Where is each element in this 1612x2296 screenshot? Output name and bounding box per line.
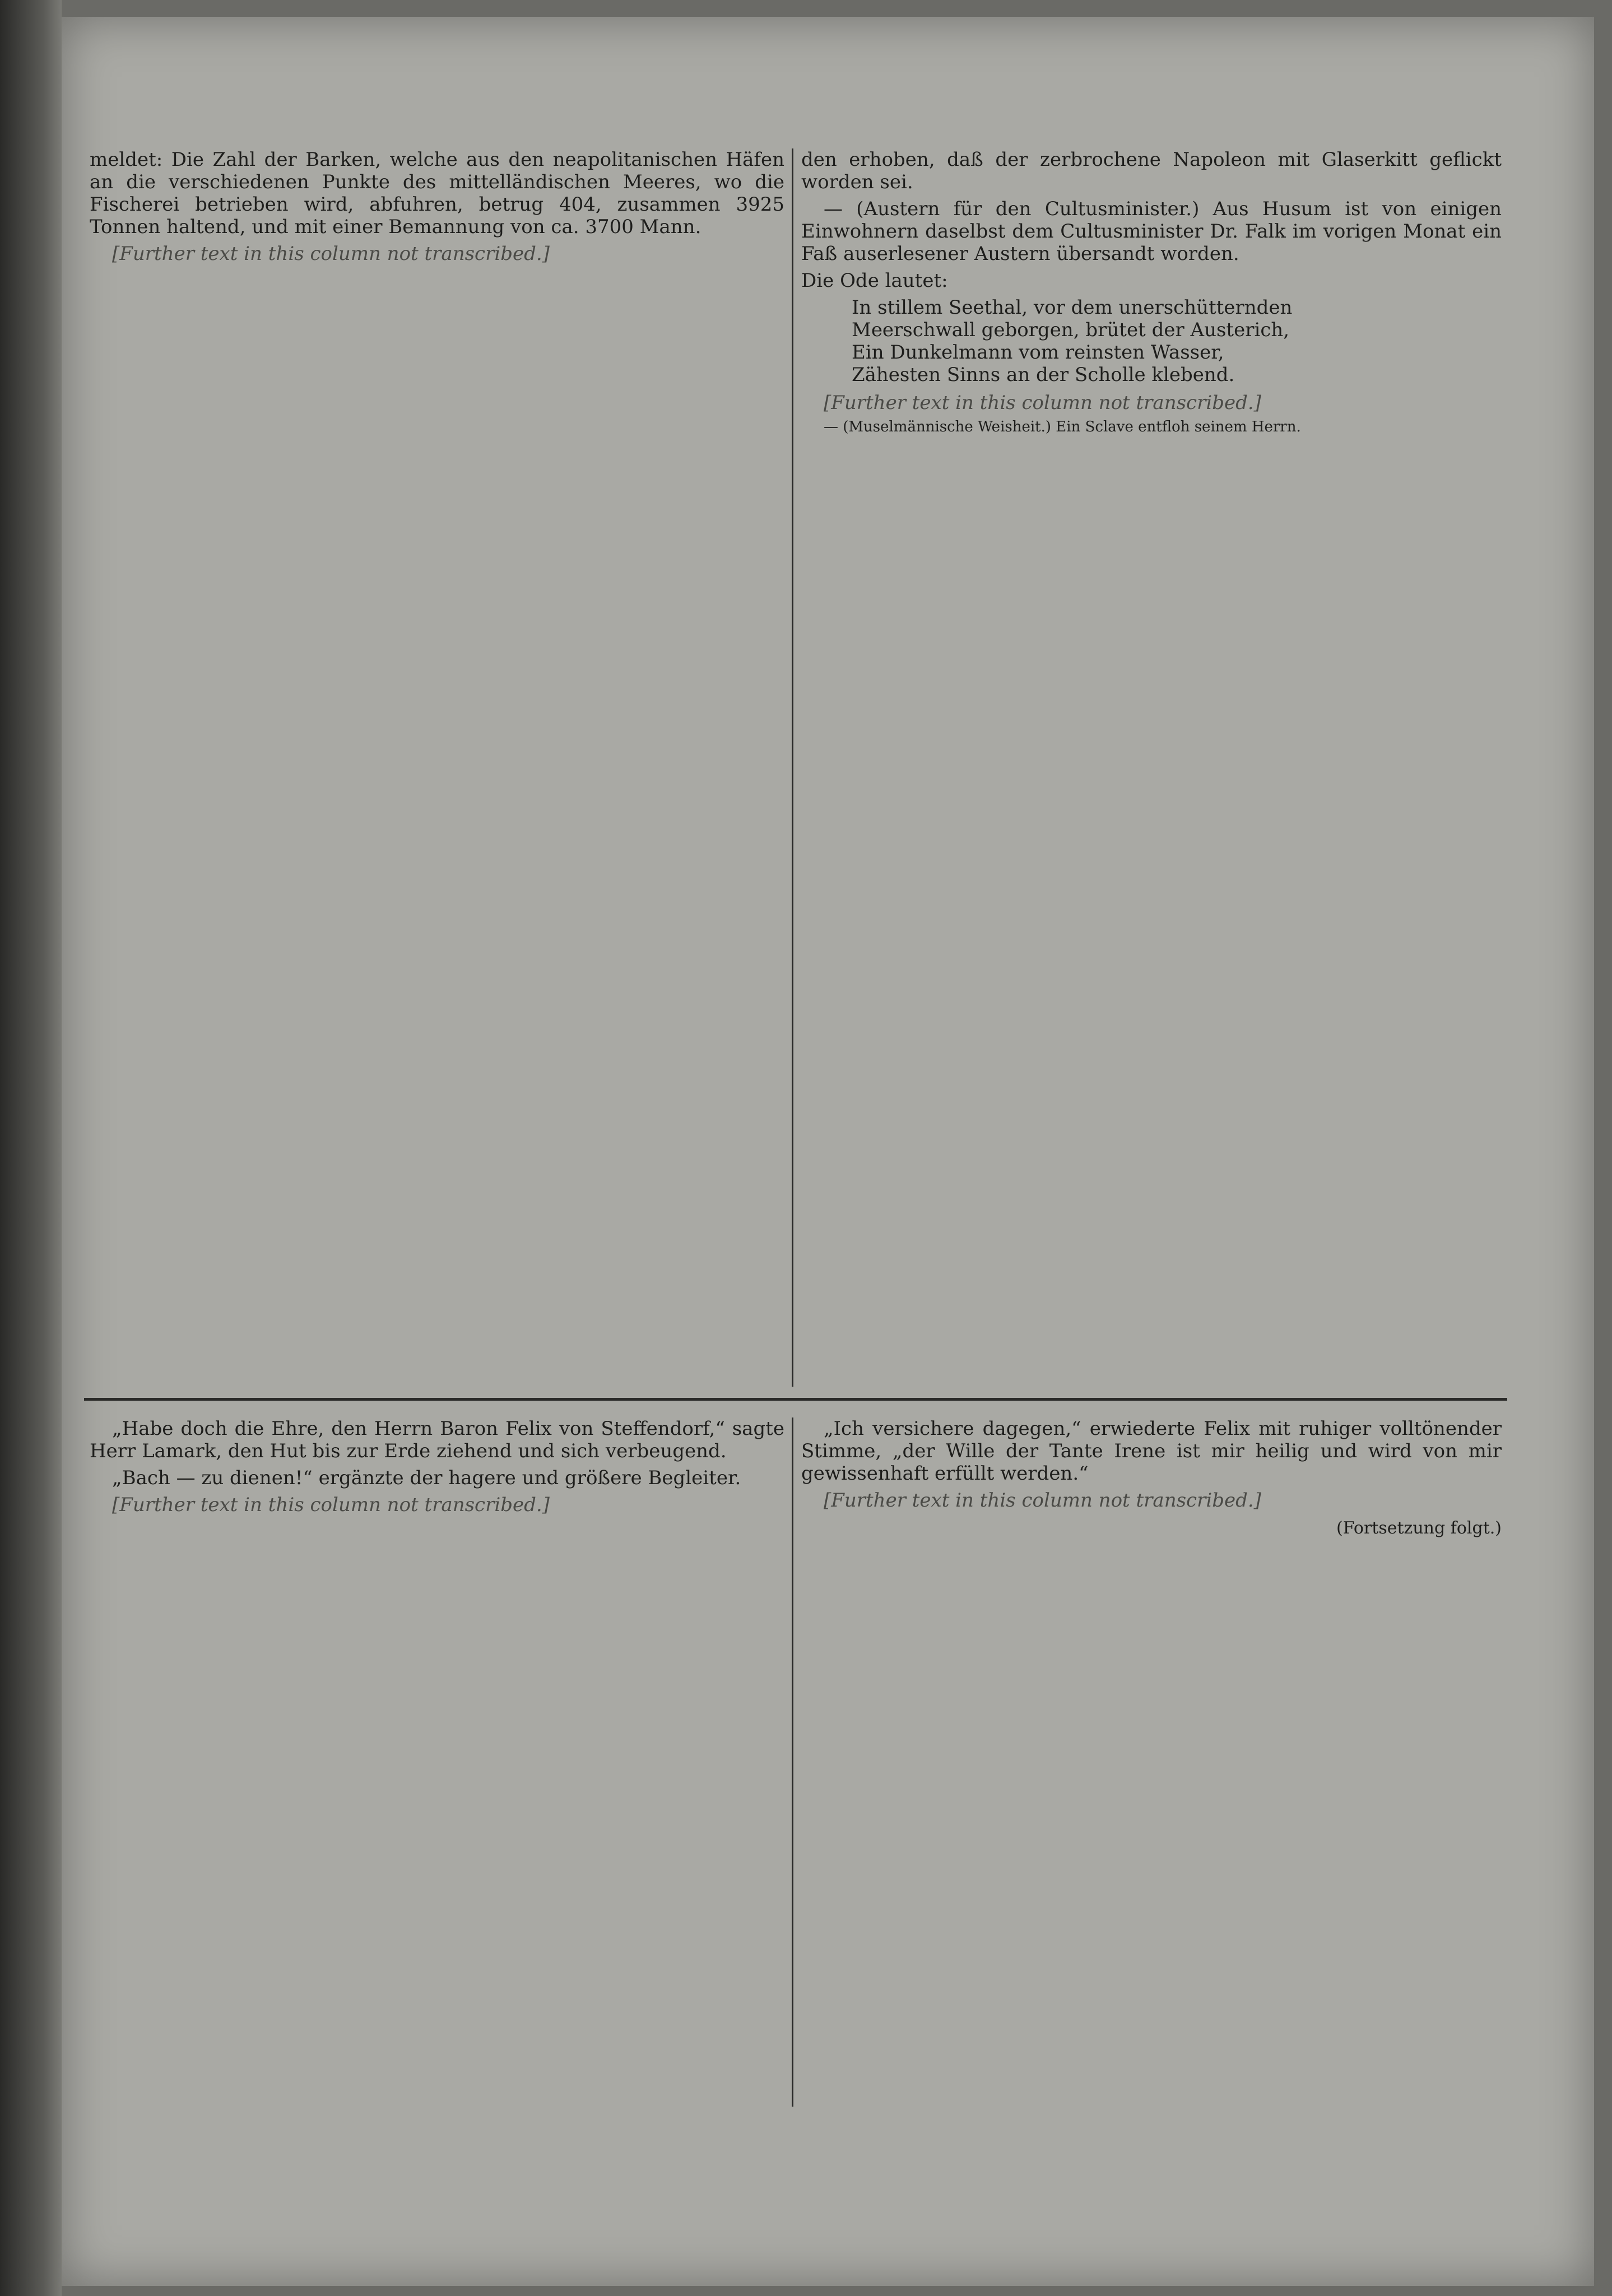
column-divider-bottom — [792, 1417, 793, 2107]
paragraph: „Habe doch die Ehre, den Herrn Baron Felix von Steffendorf,“ sagte Herr Lamark, den Hut bis zur Erde ziehend und sich verbeugend. — [90, 1417, 784, 1462]
poem-line: Meerschwall geborgen, brütet der Austerich, — [852, 319, 1290, 341]
paragraph: — (Austern für den Cultusminister.) Aus Husum ist von einigen Einwohnern daselbst dem Cultusminister Dr. Falk im vorigen Monat ein Faß auserlesener Austern übersandt worden. — [801, 198, 1502, 265]
omitted-note: [Further text in this column not transcribed.] — [112, 243, 550, 265]
book-spine-shadow — [0, 0, 62, 2296]
novel-column-bottom-right — [801, 1417, 1502, 2101]
paragraph: den erhoben, daß der zerbrochene Napoleon mit Glaserkitt geflickt worden sei. — [801, 148, 1502, 193]
omitted-note: [Further text in this column not transcribed.] — [112, 1494, 550, 1516]
section-divider — [84, 1398, 1507, 1401]
ode-poem — [801, 296, 1502, 386]
omitted-note: [Further text in this column not transcribed.] — [824, 1489, 1261, 1512]
continuation-note: (Fortsetzung folgt.) — [1336, 1518, 1502, 1538]
paragraph: „Ich versichere dagegen,“ erwiederte Felix mit ruhiger volltönender Stimme, „der Wille der Tante Irene ist mir heilig und wird von mir gewissenhaft erfüllt werden.“ — [801, 1417, 1502, 1485]
anecdote-small-print — [801, 419, 1502, 436]
poem-line: Zähesten Sinns an der Scholle klebend. — [852, 364, 1235, 386]
paragraph: — (Muselmännische Weisheit.) Ein Sclave entfloh seinem Herrn. — [824, 419, 1301, 435]
poem-line: Ein Dunkelmann vom reinsten Wasser, — [852, 341, 1224, 364]
paragraph: „Bach — zu dienen!“ ergänzte der hagere und größere Begleiter. — [112, 1467, 741, 1489]
article-column-top-right — [801, 148, 1502, 1384]
article-column-top-left — [90, 148, 784, 1384]
column-divider-top — [792, 148, 793, 1387]
omitted-note: [Further text in this column not transcribed.] — [824, 392, 1261, 414]
paragraph: meldet: Die Zahl der Barken, welche aus den neapolitanischen Häfen an die verschiedenen Punkte des mittelländischen Meeres, wo die Fischerei betrieben wird, abfuhren, betrug 404, zusammen 3925 Tonnen haltend, und mit einer Bemannung von ca. 3700 Mann. — [90, 148, 784, 238]
novel-column-bottom-left — [90, 1417, 784, 2101]
ode-intro: Die Ode lautet: — [801, 269, 948, 292]
poem-line: In stillem Seethal, vor dem unerschütternden — [852, 296, 1293, 319]
